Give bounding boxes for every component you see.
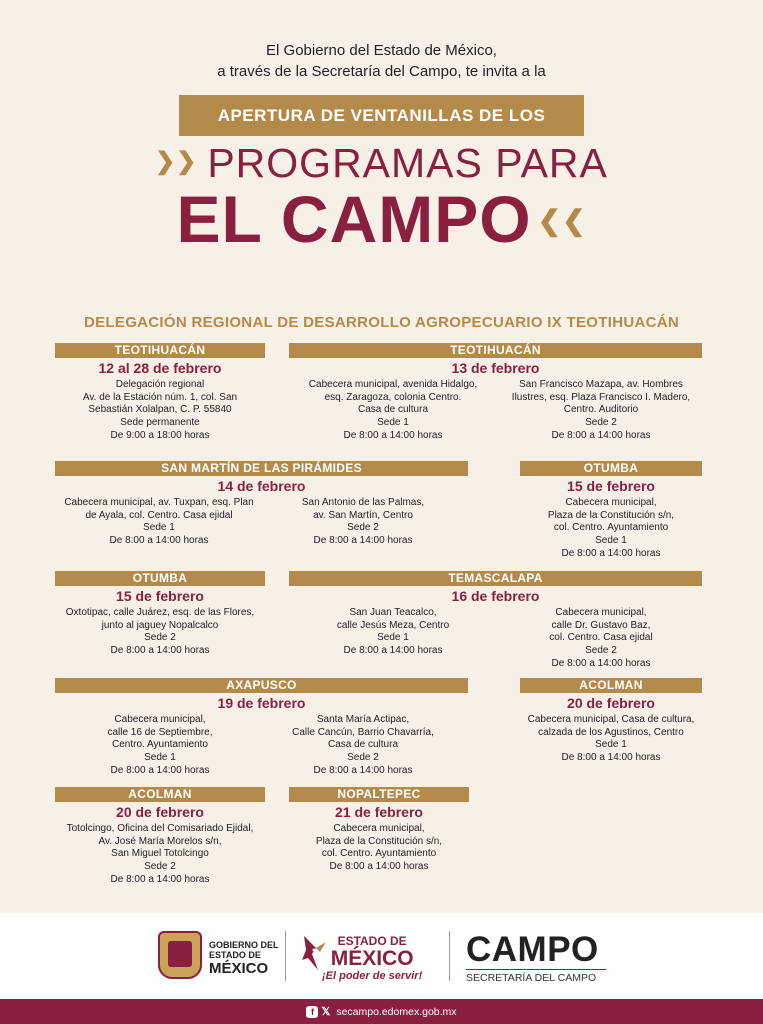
website-link[interactable]: secampo.edomex.gob.mx xyxy=(336,1005,457,1018)
section-label-nopaltepec: NOPALTEPEC xyxy=(289,787,469,802)
venue-entry xyxy=(52,497,266,548)
venue-line: Sede 1 xyxy=(377,417,409,429)
venue-line: San Francisco Mazapa, av. Hombres xyxy=(519,379,683,390)
venue-entry xyxy=(40,607,280,658)
section-date: 20 de febrero xyxy=(116,804,204,820)
region-heading: DELEGACIÓN REGIONAL DE DESARROLLO AGROPECUARIO IX TEOTIHUACÁN xyxy=(84,314,679,331)
section-label-otumba: OTUMBA xyxy=(55,571,265,586)
leaf-icon: ❯❯ xyxy=(155,148,198,176)
venue-line: de Ayala, col. Centro. Casa ejidal xyxy=(85,509,233,521)
edo-line-1: ESTADO DE xyxy=(337,934,407,948)
venue-line: Cabecera municipal, Casa de cultura, xyxy=(527,714,695,725)
venue-line: Sede 2 xyxy=(347,522,379,534)
section-label-acolman: ACOLMAN xyxy=(520,678,702,693)
leaf-icon: ❮❮ xyxy=(537,204,587,236)
campo-logo xyxy=(466,931,606,984)
bottom-bar xyxy=(0,999,763,1024)
venue-line: Av. José María Morelos s/n, xyxy=(98,835,222,847)
venue-line: San Miguel Totolcingo xyxy=(111,848,209,860)
gobierno-logo xyxy=(209,940,279,977)
venue-entry xyxy=(290,379,496,443)
venue-line: Cabecera municipal, xyxy=(114,714,206,725)
venue-line: Casa de cultura xyxy=(357,404,429,416)
venue-line: Casa de cultura xyxy=(327,739,399,751)
venue-line: calle 16 de Septiembre, xyxy=(107,726,213,738)
venue-entry xyxy=(269,823,489,874)
venue-line: Plaza de la Constitución s/n, xyxy=(547,509,675,521)
venue-line: calle Dr. Gustavo Baz, xyxy=(551,619,651,631)
gob-line-3: MÉXICO xyxy=(209,960,269,977)
venue-entry xyxy=(506,497,716,561)
footer-divider xyxy=(449,931,450,981)
section-label-teotihuacan: TEOTIHUACÁN xyxy=(289,343,702,358)
venue-entry xyxy=(290,607,496,658)
venue-hours: De 8:00 a 14:00 horas xyxy=(343,429,443,441)
venue-line: Centro. Ayuntamiento xyxy=(112,739,208,751)
section-date: 13 de febrero xyxy=(451,360,540,376)
edo-line-2: MÉXICO xyxy=(330,947,414,970)
section-label-acolman: ACOLMAN xyxy=(55,787,265,802)
facebook-icon[interactable]: f xyxy=(306,1006,318,1018)
venue-line: Sede 1 xyxy=(595,739,627,751)
venue-line: Cabecera municipal, xyxy=(333,823,425,834)
intro-text xyxy=(0,40,763,82)
venue-line: Centro. Auditorio xyxy=(563,404,639,416)
venue-hours: De 8:00 a 14:00 horas xyxy=(109,535,209,547)
estado-logo xyxy=(322,935,422,983)
section-date: 14 de febrero xyxy=(217,478,306,494)
venue-line: Cabecera municipal, avenida Hidalgo, xyxy=(308,379,478,390)
venue-line: Sebastián Xolalpan, C. P. 55840 xyxy=(88,404,232,416)
section-label-san-martin: SAN MARTÍN DE LAS PIRÁMIDES xyxy=(55,461,468,476)
venue-line: Cabecera municipal, xyxy=(565,497,657,508)
section-date: 15 de febrero xyxy=(567,478,655,494)
title-line-2-text: EL CAMPO xyxy=(176,182,532,256)
venue-line: col. Centro. Ayuntamiento xyxy=(553,522,669,534)
venue-entry xyxy=(262,714,464,778)
venue-line: Sede 2 xyxy=(585,645,617,657)
venue-entry xyxy=(500,714,722,765)
venue-hours: De 8:00 a 14:00 horas xyxy=(551,657,651,669)
banner-text: APERTURA DE VENTANILLAS DE LOS xyxy=(217,105,546,125)
venue-line: col. Centro. Casa ejidal xyxy=(549,632,653,644)
venue-entry xyxy=(498,379,704,443)
venue-hours: De 8:00 a 14:00 horas xyxy=(313,535,413,547)
campo-title: CAMPO xyxy=(466,930,599,969)
venue-line: Sede 2 xyxy=(585,417,617,429)
section-label-otumba: OTUMBA xyxy=(520,461,702,476)
section-date: 12 al 28 de febrero xyxy=(98,360,222,376)
venue-line: Sede 1 xyxy=(595,535,627,547)
venue-line: Sede 2 xyxy=(144,861,176,873)
section-label-temascalapa: TEMASCALAPA xyxy=(289,571,702,586)
gob-line-2: ESTADO DE xyxy=(209,950,261,960)
venue-line: Sede permanente xyxy=(120,417,200,429)
venue-hours: De 8:00 a 14:00 horas xyxy=(110,764,210,776)
section-label-axapusco: AXAPUSCO xyxy=(55,678,468,693)
venue-hours: De 8:00 a 14:00 horas xyxy=(561,547,661,559)
footer-divider xyxy=(285,931,286,981)
venue-line: Plaza de la Constitución s/n, xyxy=(315,835,443,847)
venue-line: calle Jesús Meza, Centro xyxy=(336,619,450,631)
section-date: 19 de febrero xyxy=(217,695,306,711)
venue-hours: De 8:00 a 14:00 horas xyxy=(110,873,210,885)
venue-line: Calle Cancún, Barrio Chavarría, xyxy=(292,726,434,738)
venue-line: Sede 2 xyxy=(347,752,379,764)
venue-line: Totolcingo, Oficina del Comisariado Ejidal, xyxy=(66,823,254,834)
section-label-teotihuacan: TEOTIHUACÁN xyxy=(55,343,265,358)
state-seal-icon xyxy=(158,931,202,979)
venue-line: av. San Martín, Centro xyxy=(313,509,413,521)
campo-subtitle: SECRETARÍA DEL CAMPO xyxy=(466,969,606,984)
venue-hours: De 8:00 a 14:00 horas xyxy=(551,429,651,441)
title-line-2 xyxy=(0,183,763,261)
venue-hours: De 8:00 a 14:00 horas xyxy=(343,645,443,657)
section-date: 20 de febrero xyxy=(567,695,655,711)
section-date: 21 de febrero xyxy=(335,804,423,820)
venue-line: Sede 1 xyxy=(377,632,409,644)
venue-line: Santa María Actipac, xyxy=(316,714,410,725)
venue-hours: De 8:00 a 14:00 horas xyxy=(561,752,661,764)
venue-line: esq. Zaragoza, colonia Centro. xyxy=(324,391,462,403)
venue-line: Sede 2 xyxy=(144,632,176,644)
venue-hours: De 8:00 a 14:00 horas xyxy=(110,645,210,657)
venue-entry xyxy=(45,379,275,443)
venue-entry xyxy=(498,607,704,671)
venue-hours: De 8:00 a 14:00 horas xyxy=(313,764,413,776)
venue-hours: De 9:00 a 18:00 horas xyxy=(110,429,210,441)
venue-entry xyxy=(270,497,456,548)
title-line-1-text: PROGRAMAS PARA xyxy=(207,140,608,186)
venue-line: calzada de los Agustinos, Centro xyxy=(538,726,684,738)
venue-line: junto al jaguey Nopalcalco xyxy=(101,619,219,631)
section-date: 15 de febrero xyxy=(116,588,204,604)
edo-slogan: ¡El poder de servir! xyxy=(322,970,423,982)
section-date: 16 de febrero xyxy=(451,588,540,604)
venue-line: Av. de la Estación núm. 1, col. San xyxy=(82,391,238,403)
gob-line-1: GOBIERNO DEL xyxy=(209,940,279,950)
venue-line: San Juan Teacalco, xyxy=(349,607,437,618)
venue-entry xyxy=(55,714,265,778)
intro-line-1: El Gobierno del Estado de México, xyxy=(266,42,497,59)
banner xyxy=(179,95,584,136)
venue-line: Sede 1 xyxy=(143,522,175,534)
venue-line: Cabecera municipal, xyxy=(555,607,647,618)
venue-line: San Antonio de las Palmas, xyxy=(301,497,425,508)
venue-line: Cabecera municipal, av. Tuxpan, esq. Plan xyxy=(64,497,254,508)
venue-line: Sede 1 xyxy=(144,752,176,764)
venue-line: Ilustres, esq. Plaza Francisco I. Madero, xyxy=(511,391,691,403)
x-icon[interactable]: 𝕏 xyxy=(321,1006,331,1018)
intro-line-2: a través de la Secretaría del Campo, te invita a la xyxy=(217,63,546,80)
venue-line: Oxtotipac, calle Juárez, esq. de las Flores, xyxy=(65,607,255,618)
venue-entry xyxy=(40,823,280,887)
venue-hours: De 8:00 a 14:00 horas xyxy=(329,861,429,873)
venue-line: col. Centro. Ayuntamiento xyxy=(321,848,437,860)
venue-line: Delegación regional xyxy=(115,379,205,390)
